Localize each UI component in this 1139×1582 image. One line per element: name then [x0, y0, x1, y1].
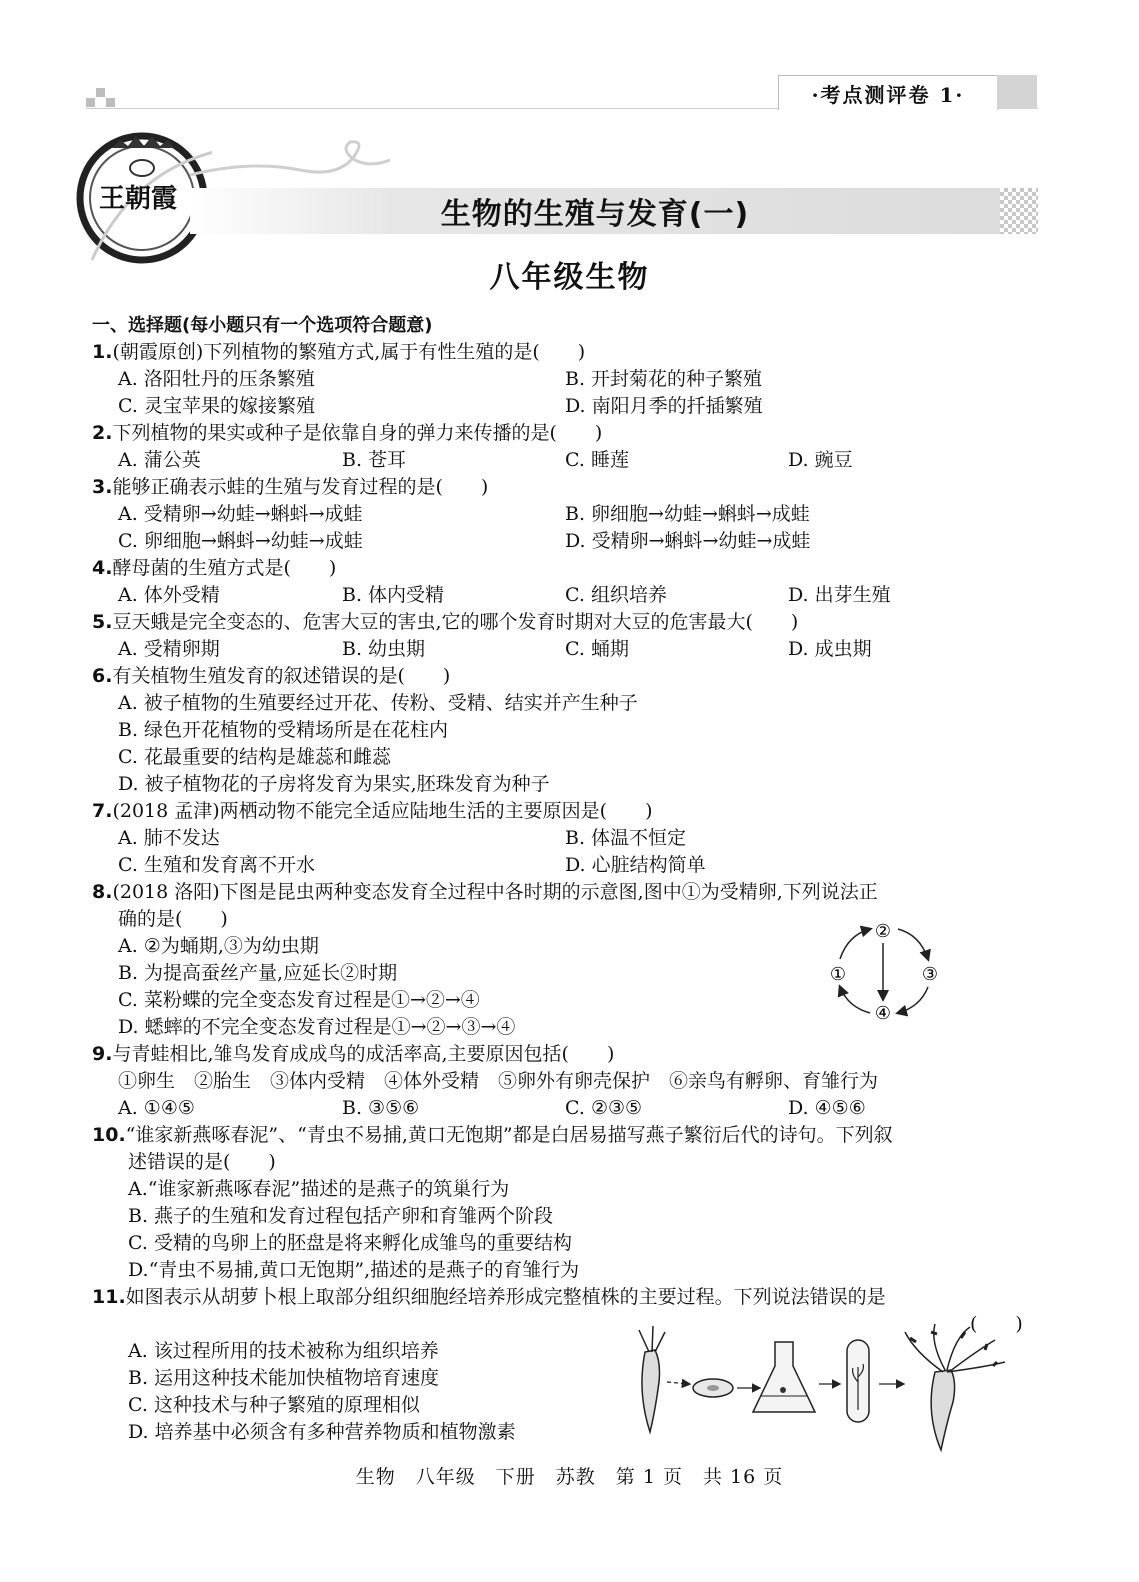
option-d[interactable]: D. 成虫期 [788, 638, 872, 660]
arrow-3-to-4 [898, 987, 928, 1013]
question-6-option-a [92, 690, 1042, 717]
option-c[interactable]: C. 灵宝苹果的嫁接繁殖 [118, 395, 315, 417]
question-9-items: ①卵生 ②胎生 ③体内受精 ④体外受精 ⑤卵外有卵壳保护 ⑥亲鸟有孵卵、育雏行为 [118, 1070, 879, 1092]
stage-1-label: ① [829, 964, 847, 985]
paper-badge: ·考点测评卷 1· [778, 75, 998, 110]
option-d[interactable]: D. 出芽生殖 [788, 584, 891, 606]
question-8-stem: 8.(2018 洛阳)下图是昆虫两种变态发育全过程中各时期的示意图,图中①为受精卵,下列说法正 [92, 881, 878, 903]
option-b[interactable]: B. 幼虫期 [342, 638, 426, 660]
tissue-culture-diagram [625, 1322, 1045, 1452]
question-2-stem: 2.下列植物的果实或种子是依靠自身的弹力来传播的是( ) [92, 422, 603, 444]
question-3-stem: 3.能够正确表示蛙的生殖与发育过程的是( ) [92, 476, 489, 498]
badge-tab-decoration [997, 75, 1037, 109]
option-d[interactable]: D. 南阳月季的扦插繁殖 [565, 395, 763, 417]
page-footer: 生物 八年级 下册 苏教 第 1 页 共 16 页 [355, 1466, 784, 1488]
question-10-option-d [92, 1257, 1042, 1284]
question-1-options-row2 [92, 393, 1042, 420]
option-d[interactable]: D. 心脏结构简单 [565, 854, 706, 876]
option-b[interactable]: B. 体内受精 [342, 584, 445, 606]
option-c[interactable]: C. 卵细胞→蝌蚪→幼蛙→成蛙 [118, 530, 363, 552]
page-title: 生物的生殖与发育(一) [440, 197, 750, 232]
option-b[interactable]: B. 为提高蚕丝产量,应延长②时期 [118, 962, 398, 984]
option-d[interactable]: D. 受精卵→蝌蚪→幼蛙→成蛙 [565, 530, 811, 552]
option-b[interactable]: B. 燕子的生殖和发育过程包括产卵和育雏两个阶段 [128, 1205, 554, 1227]
option-a[interactable]: A. 肺不发达 [118, 827, 220, 849]
question-1-stem: 1.(朝霞原创)下列植物的繁殖方式,属于有性生殖的是( ) [92, 341, 586, 363]
option-c[interactable]: C. 组织培养 [565, 584, 667, 606]
carrot-root-icon [639, 1326, 665, 1432]
option-a[interactable]: A. 被子植物的生殖要经过开花、传粉、受精、结实并产生种子 [118, 692, 638, 714]
option-a[interactable]: A. 体外受精 [118, 584, 220, 606]
option-d[interactable]: D. 蟋蟀的不完全变态发育过程是①→②→③→④ [118, 1016, 516, 1038]
question-2-options [92, 447, 1042, 474]
option-a[interactable]: A. 该过程所用的技术被称为组织培养 [128, 1340, 439, 1362]
question-3-options-row1 [92, 501, 1042, 528]
option-c[interactable]: C. 蛹期 [565, 638, 629, 660]
question-9-options [92, 1095, 1042, 1122]
option-a[interactable]: A. 受精卵期 [118, 638, 220, 660]
option-a[interactable]: A. 受精卵→幼蛙→蝌蚪→成蛙 [118, 503, 363, 525]
logo-text: 王朝霞 [98, 184, 177, 214]
question-6-option-c [92, 744, 1042, 771]
question-10-option-c [92, 1230, 1042, 1257]
option-b[interactable]: B. ③⑤⑥ [342, 1097, 420, 1119]
question-5-stem: 5.豆天蛾是完全变态的、危害大豆的害虫,它的哪个发育时期对大豆的危害最大( ) [92, 611, 799, 633]
question-4-stem: 4.酵母菌的生殖方式是( ) [92, 557, 337, 579]
section-heading: 一、选择题(每小题只有一个选项符合题意) [92, 315, 433, 336]
option-b[interactable]: B. 卵细胞→幼蛙→蝌蚪→成蛙 [565, 503, 810, 525]
option-b[interactable]: B. 体温不恒定 [565, 827, 687, 849]
stage-4-label: ④ [874, 1003, 892, 1024]
option-c[interactable]: C. 菜粉蝶的完全变态发育过程是①→②→④ [118, 989, 480, 1011]
option-c[interactable]: C. 生殖和发育离不开水 [118, 854, 315, 876]
corner-dots-decoration [86, 88, 126, 108]
option-a[interactable]: A. 洛阳牡丹的压条繁殖 [118, 368, 315, 390]
option-b[interactable]: B. 苍耳 [342, 449, 407, 471]
question-1-options-row1 [92, 366, 1042, 393]
question-5-options [92, 636, 1042, 663]
question-6-option-d [92, 771, 1042, 798]
question-9-stem: 9.与青蛙相比,雏鸟发育成成鸟的成活率高,主要原因包括( ) [92, 1043, 615, 1065]
checker-decoration [1000, 188, 1038, 234]
arrow-2-to-3 [898, 929, 928, 959]
question-6-option-b [92, 717, 1042, 744]
question-10-option-b [92, 1203, 1042, 1230]
arrow-4-to-1 [840, 987, 870, 1013]
question-11-stem: 11.如图表示从胡萝卜根上取部分组织细胞经培养形成完整植株的主要过程。下列说法错误的是 [92, 1286, 886, 1308]
option-b[interactable]: B. 开封菊花的种子繁殖 [565, 368, 763, 390]
question-7-stem: 7.(2018 孟津)两栖动物不能完全适应陆地生活的主要原因是( ) [92, 800, 653, 822]
question-10-stem-cont: 述错误的是( ) [128, 1151, 276, 1173]
option-c[interactable]: C. 这种技术与种子繁殖的原理相似 [128, 1394, 420, 1416]
option-c[interactable]: C. 睡莲 [565, 449, 629, 471]
question-list [92, 312, 1042, 1446]
tissue-slice-icon [693, 1379, 733, 1397]
question-7-options-row2 [92, 852, 1042, 879]
insect-lifecycle-diagram [820, 915, 950, 1030]
question-10-option-a [92, 1176, 1042, 1203]
arrow-1-to-2 [840, 929, 870, 959]
option-d[interactable]: D.“青虫不易捕,黄口无饱期”,描述的是燕子的育雏行为 [128, 1259, 580, 1281]
option-c[interactable]: C. 花最重要的结构是雄蕊和雌蕊 [118, 746, 391, 768]
stage-2-label: ② [874, 921, 892, 942]
option-a[interactable]: A. ②为蛹期,③为幼虫期 [118, 935, 319, 957]
option-c[interactable]: C. ②③⑤ [565, 1097, 643, 1119]
question-4-options [92, 582, 1042, 609]
option-a[interactable]: A. ①④⑤ [118, 1097, 195, 1119]
carrot-plant-icon [905, 1324, 1005, 1450]
option-a[interactable]: A.“谁家新燕啄春泥”描述的是燕子的筑巢行为 [128, 1178, 510, 1200]
stage-3-label: ③ [921, 964, 939, 985]
question-3-options-row2 [92, 528, 1042, 555]
ribbon-decoration [190, 130, 390, 190]
test-tube-plantlet-icon [847, 1340, 869, 1422]
question-6-stem: 6.有关植物生殖发育的叙述错误的是( ) [92, 665, 451, 687]
option-d[interactable]: D. 被子植物花的子房将发育为果实,胚珠发育为种子 [118, 773, 550, 795]
option-c[interactable]: C. 受精的鸟卵上的胚盘是将来孵化成雏鸟的重要结构 [128, 1232, 572, 1254]
option-d[interactable]: D. 培养基中必须含有多种营养物质和植物激素 [128, 1421, 516, 1443]
question-7-options-row1 [92, 825, 1042, 852]
option-a[interactable]: A. 蒲公英 [118, 449, 201, 471]
option-d[interactable]: D. 豌豆 [788, 449, 853, 471]
question-8-stem-cont: 确的是( ) [118, 908, 228, 930]
question-10-stem: 10.“谁家新燕啄春泥”、“青虫不易捕,黄口无饱期”都是白居易描写燕子繁衍后代的诗句。下列叙 [92, 1124, 893, 1146]
question-11-answer-paren: ( ) [970, 1313, 1023, 1335]
option-b[interactable]: B. 运用这种技术能加快植物培育速度 [128, 1367, 440, 1389]
option-d[interactable]: D. ④⑤⑥ [788, 1097, 866, 1119]
page-subtitle: 八年级生物 [489, 260, 650, 295]
option-b[interactable]: B. 绿色开花植物的受精场所是在花柱内 [118, 719, 449, 741]
culture-flask-icon [753, 1342, 815, 1412]
